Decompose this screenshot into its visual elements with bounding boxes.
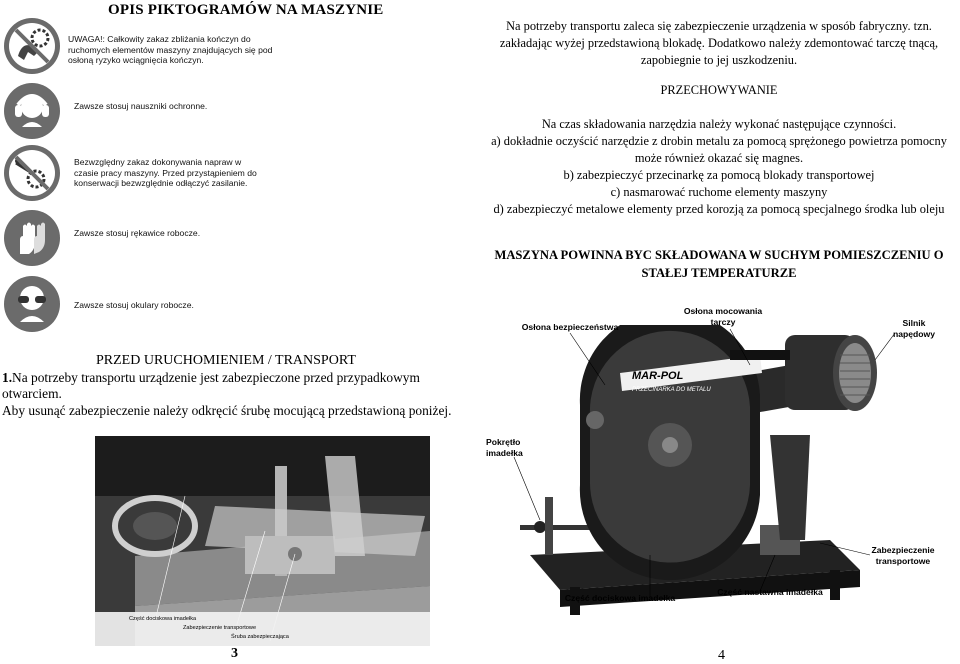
annotation-transport-lock: Zabezpieczenie transportowe [871,545,935,566]
storage-line-2: a) dokładnie oczyścić narzędzie z drobin metalu za pomocą sprężonego powietrza pomocny może również okazać się magnes. [491,134,947,165]
annotation-clamp-part: Część dociskowa imadełka [564,593,676,603]
storage-line-4: c) nasmarować ruchome elementy maszyny [610,185,828,199]
storage-line-5: d) zabezpieczyć metalowe elementy przed korozją za pomocą specjalnego środka lub oleju [493,202,945,216]
photo-label-clamp: Część dociskowa imadełka [129,616,197,622]
annotation-motor: Silnik napędowy [892,318,936,339]
transport-paragraph-2: Aby usunąć zabezpieczenie należy odkręcić śrubę mocującą przedstawioną poniżej. [2,403,452,418]
pictogram-text-2: Zawsze stosuj nauszniki ochronne. [74,101,208,111]
storage-line-3: b) zabezpieczyć przecinarkę za pomocą blokady transportowej [563,168,875,182]
storage-title: PRZECHOWYWANIE [660,83,778,97]
transport-paragraph-1-text: Na potrzeby transportu urządzenie jest zabezpieczone przed przypadkowym otwarciem. [2,370,420,401]
gloves-icon [4,210,60,266]
page-title-pictograms: OPIS PIKTOGRAMÓW NA MASZYNIE [108,2,384,18]
pictogram-text-1: UWAGA!: Całkowity zakaz zbliżania kończyn do ruchomych elementów maszyny znajdujących się pod osłoną ryzyko wciągnięcia kończyn. [68,34,273,66]
hand-gear-warning-icon [4,18,60,74]
storage-line-1: Na czas składowania narzędzia należy wykonać następujące czynności. [541,117,897,131]
machine-brand-text: MAR-POL [632,370,684,382]
annotation-disc-cover: Osłona mocowania tarczy [683,306,763,327]
storage-warning: MASZYNA POWINNA BYC SKŁADOWANA W SUCHYM POMIESZCZENIU O STAŁEJ TEMPERATURZE [494,248,944,280]
photo-label-screw: Śruba zabezpieczająca [231,634,289,640]
pictogram-text-4: Zawsze stosuj rękawice robocze. [74,228,201,238]
page-number-right: 4 [718,648,725,663]
annotation-adjust-part: Część nastawna imadełka [717,587,823,597]
paragraph-number: 1. [2,370,13,385]
transport-lock-photo [95,436,430,646]
ear-protection-icon [4,83,60,139]
transport-paragraph-1 [2,370,452,402]
transport-intro-text: Na potrzeby transportu zaleca się zabezpieczenie urządzenia w sposób fabryczny. tzn. zakładając wyżej przedstawioną blokadę. Dodatkowo należy zdemontować tarczę tnącą, zapobiegnie to jej uszkodzeniu. [499,19,939,67]
storage-list [480,116,958,218]
no-repair-gear-icon [4,145,60,201]
section-title-transport: PRZED URUCHOMIENIEM / TRANSPORT [96,353,356,368]
annotation-vise-knob: Pokrętło imadełka [486,437,523,458]
machine-model-text: PRZECINARKA DO METALU [632,387,711,393]
photo-label-transport-lock: Zabezpieczenie transportowe [183,625,257,631]
pictogram-text-3: Bezwzględny zakaz dokonywania napraw w czasie pracy maszyny. Przed przystąpieniem do konserwacji bezwzględnie odłączyć zasilanie. [74,157,257,189]
page-number-left: 3 [231,646,238,661]
pictogram-text-5: Zawsze stosuj okulary robocze. [74,300,194,310]
annotation-guard: Osłona bezpieczeństwa [521,322,619,332]
safety-glasses-icon [4,276,60,332]
cutoff-saw-illustration [500,325,920,625]
